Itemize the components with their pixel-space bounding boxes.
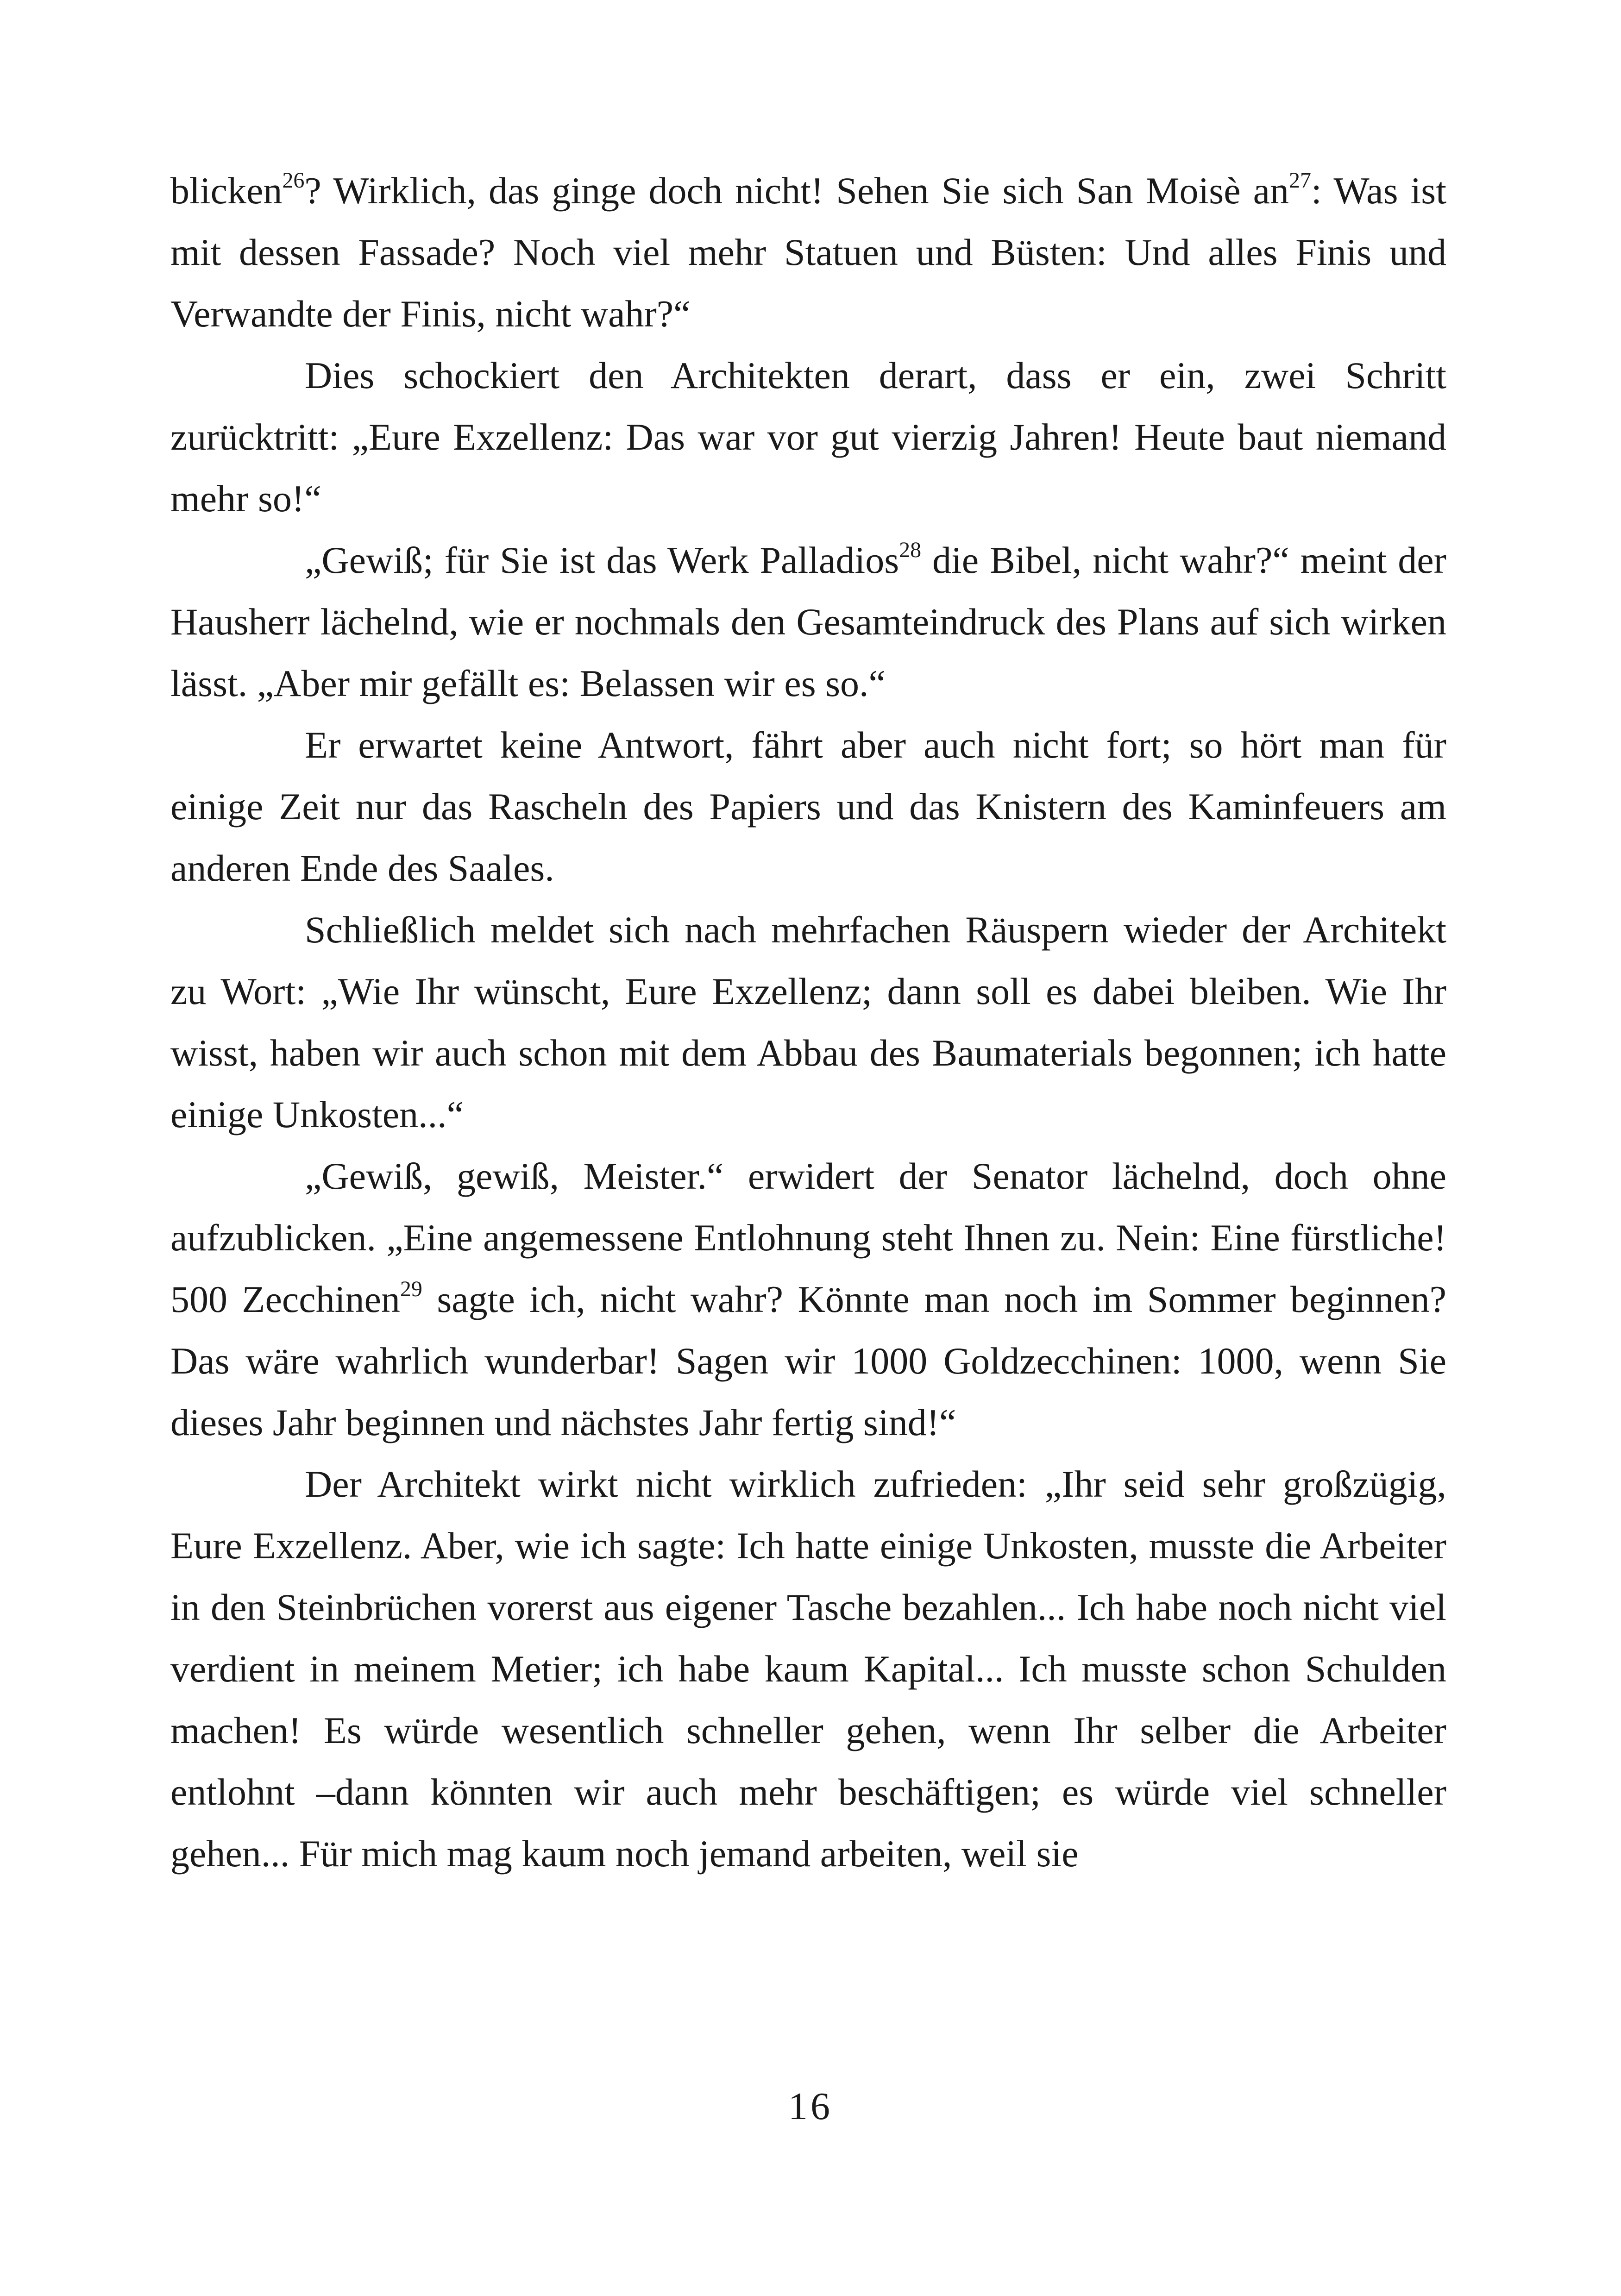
text-run: : Was ist mit dessen Fassade? Noch viel mehr Statuen und Büsten: Und alles Finis und Verwandte der Finis, nicht wahr?“	[170, 169, 1446, 335]
paragraph-5	[170, 899, 1446, 1145]
body-text	[170, 160, 1446, 1884]
paragraph-1	[170, 160, 1446, 345]
text-run: Der Architekt wirkt nicht wirklich zufrieden: „Ihr seid sehr großzügig, Eure Exzellenz. Aber, wie ich sagte: Ich hatte einige Unkosten, musste die Arbeiter in den Steinbrüchen vorerst aus eigener Tasche bezahlen... Ich habe noch nicht viel verdient in meinem Metier; ich habe kaum Kapital... Ich musste schon Schulden machen! Es würde wesentlich schneller gehen, wenn Ihr selber die Arbeiter entlohnt –dann könnten wir auch mehr beschäftigen; es würde viel schneller gehen... Für mich mag kaum noch jemand arbeiten, weil sie	[170, 1463, 1446, 1875]
text-run: blicken	[170, 169, 283, 212]
paragraph-2	[170, 345, 1446, 529]
text-run: Schließlich meldet sich nach mehrfachen Räuspern wieder der Architekt zu Wort: „Wie Ihr wünscht, Eure Exzellenz; dann soll es dabei bleiben. Wie Ihr wisst, haben wir auch schon mit dem Abbau des Baumaterials begonnen; ich hatte einige Unkosten...“	[170, 909, 1446, 1135]
page-number: 16	[788, 2085, 833, 2128]
footnote-ref-27: 27	[1289, 168, 1312, 193]
footnote-ref-28: 28	[899, 538, 922, 562]
footnote-ref-29: 29	[400, 1277, 422, 1301]
text-run: „Gewiß, gewiß, Meister.“ erwidert der Senator lächelnd, doch ohne aufzublicken. „Eine angemessene Entlohnung steht Ihnen zu. Nein: Eine fürstliche! 500 Zecchinen	[170, 1155, 1446, 1320]
text-run: Dies schockiert den Architekten derart, dass er ein, zwei Schritt zurücktritt: „Eure Exzellenz: Das war vor gut vierzig Jahren! Heute baut niemand mehr so!“	[170, 354, 1446, 520]
text-run: „Gewiß; für Sie ist das Werk Palladios	[305, 539, 899, 581]
paragraph-6	[170, 1145, 1446, 1453]
text-run: Er erwartet keine Antwort, fährt aber auch nicht fort; so hört man für einige Zeit nur das Rascheln des Papiers und das Knistern des Kaminfeuers am anderen Ende des Saales.	[170, 724, 1446, 889]
text-run: die Bibel, nicht wahr?“ meint der Hausherr lächelnd, wie er nochmals den Gesamteindruck des Plans auf sich wirken lässt. „Aber mir gefällt es: Belassen wir es so.“	[170, 539, 1446, 704]
text-run: sagte ich, nicht wahr? Könnte man noch im Sommer beginnen? Das wäre wahrlich wunderbar! Sagen wir 1000 Goldzecchinen: 1000, wenn Sie dieses Jahr beginnen und nächstes Jahr fertig sind!“	[170, 1278, 1447, 1443]
paragraph-3	[170, 529, 1446, 714]
text-run: ? Wirklich, das ginge doch nicht! Sehen Sie sich San Moisè an	[304, 169, 1289, 212]
paragraph-4	[170, 714, 1446, 899]
footnote-ref-26: 26	[282, 168, 305, 193]
paragraph-7	[170, 1453, 1446, 1884]
